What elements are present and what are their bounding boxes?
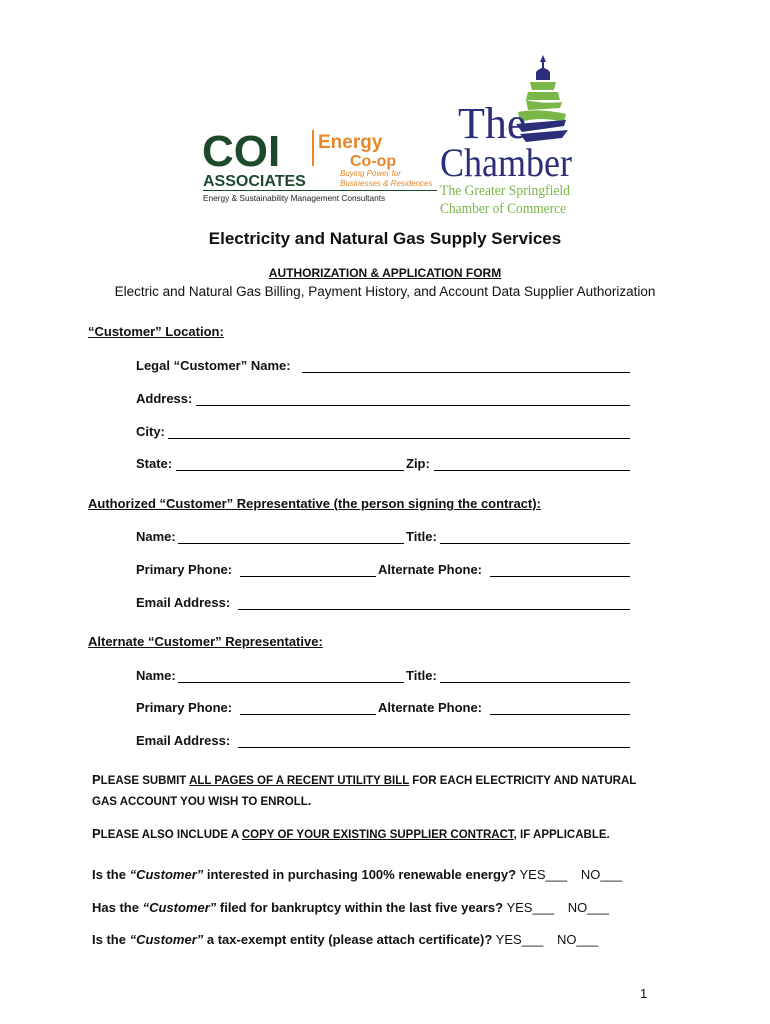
alt-email-label: Email Address:: [136, 733, 231, 748]
form-description: Electric and Natural Gas Billing, Payment History, and Account Data Supplier Authorization: [114, 284, 656, 299]
alternate-rep-heading: Alternate “Customer” Representative:: [88, 634, 323, 649]
auth-primary-phone-field[interactable]: [240, 562, 376, 577]
address-label: Address:: [136, 391, 193, 406]
city-label: City:: [136, 424, 165, 439]
chamber-line-1: The Greater Springfield: [440, 183, 571, 199]
coi-tagline-2: Businesses & Residences: [340, 179, 433, 188]
auth-email-label: Email Address:: [136, 595, 231, 610]
alt-alt-phone-label: Alternate Phone:: [378, 700, 483, 715]
coi-energy-text: Energy: [318, 132, 383, 153]
alt-primary-phone-field[interactable]: [240, 700, 376, 715]
renewable-yes-option[interactable]: YES___: [519, 867, 568, 882]
zip-field[interactable]: [434, 456, 630, 471]
utility-bill-notice: PLEASE SUBMIT ALL PAGES OF A RECENT UTILITY BILL FOR EACH ELECTRICITY AND NATURAL GAS ACCOUNT YOU WISH TO ENROLL.: [92, 772, 637, 808]
bankruptcy-yes-option[interactable]: YES___: [506, 900, 555, 915]
alt-title-field[interactable]: [440, 668, 630, 683]
auth-name-label: Name:: [136, 529, 176, 544]
zip-label: Zip:: [406, 456, 430, 471]
legal-name-field[interactable]: [302, 358, 630, 373]
form-subtitle: AUTHORIZATION & APPLICATION FORM: [268, 266, 502, 280]
coi-consultants-text: Energy & Sustainability Management Consultants: [203, 193, 386, 203]
location-heading: “Customer” Location:: [88, 324, 224, 339]
alt-alt-phone-field[interactable]: [490, 700, 630, 715]
coi-associates-logo: [200, 126, 440, 206]
question-renewable: Is the “Customer” interested in purchasing 100% renewable energy? YES___ NO___: [92, 867, 623, 882]
page-number: 1: [640, 986, 648, 1001]
auth-name-field[interactable]: [178, 529, 404, 544]
coi-tagline-1: Buying Power for: [340, 169, 401, 178]
state-field[interactable]: [176, 456, 404, 471]
auth-email-field[interactable]: [238, 595, 630, 610]
auth-primary-phone-label: Primary Phone:: [136, 562, 233, 577]
coi-wordmark: COI: [202, 127, 281, 176]
tax-exempt-no-option[interactable]: NO___: [556, 932, 599, 947]
renewable-no-option[interactable]: NO___: [580, 867, 623, 882]
chamber-logo: [436, 50, 576, 216]
alt-title-label: Title:: [406, 668, 437, 683]
form-title: Electricity and Natural Gas Supply Services: [208, 229, 562, 248]
authorized-rep-heading: Authorized “Customer” Representative (the person signing the contract):: [88, 496, 541, 511]
auth-title-label: Title:: [406, 529, 437, 544]
question-tax-exempt: Is the “Customer” a tax-exempt entity (please attach certificate)? YES___ NO___: [92, 932, 599, 947]
alt-email-field[interactable]: [238, 733, 630, 748]
coi-coop-text: Co-op: [350, 153, 397, 170]
question-bankruptcy: Has the “Customer” filed for bankruptcy within the last five years? YES___ NO___: [92, 900, 609, 915]
auth-alt-phone-label: Alternate Phone:: [378, 562, 483, 577]
address-field[interactable]: [196, 391, 630, 406]
legal-name-label: Legal “Customer” Name:: [136, 358, 291, 373]
auth-alt-phone-field[interactable]: [490, 562, 630, 577]
alt-name-field[interactable]: [178, 668, 404, 683]
auth-title-field[interactable]: [440, 529, 630, 544]
alt-name-label: Name:: [136, 668, 176, 683]
chamber-line-2: Chamber of Commerce: [440, 201, 566, 216]
bankruptcy-no-option[interactable]: NO___: [567, 900, 609, 915]
chamber-word: Chamber: [440, 140, 572, 185]
state-label: State:: [136, 456, 173, 471]
coi-associates-text: ASSOCIATES: [203, 173, 306, 190]
chamber-the-text: The: [458, 99, 527, 148]
alt-primary-phone-label: Primary Phone:: [136, 700, 233, 715]
tax-exempt-yes-option[interactable]: YES___: [495, 932, 544, 947]
city-field[interactable]: [168, 424, 630, 439]
supplier-contract-notice: PLEASE ALSO INCLUDE A COPY OF YOUR EXISTING SUPPLIER CONTRACT, IF APPLICABLE.: [92, 826, 610, 841]
